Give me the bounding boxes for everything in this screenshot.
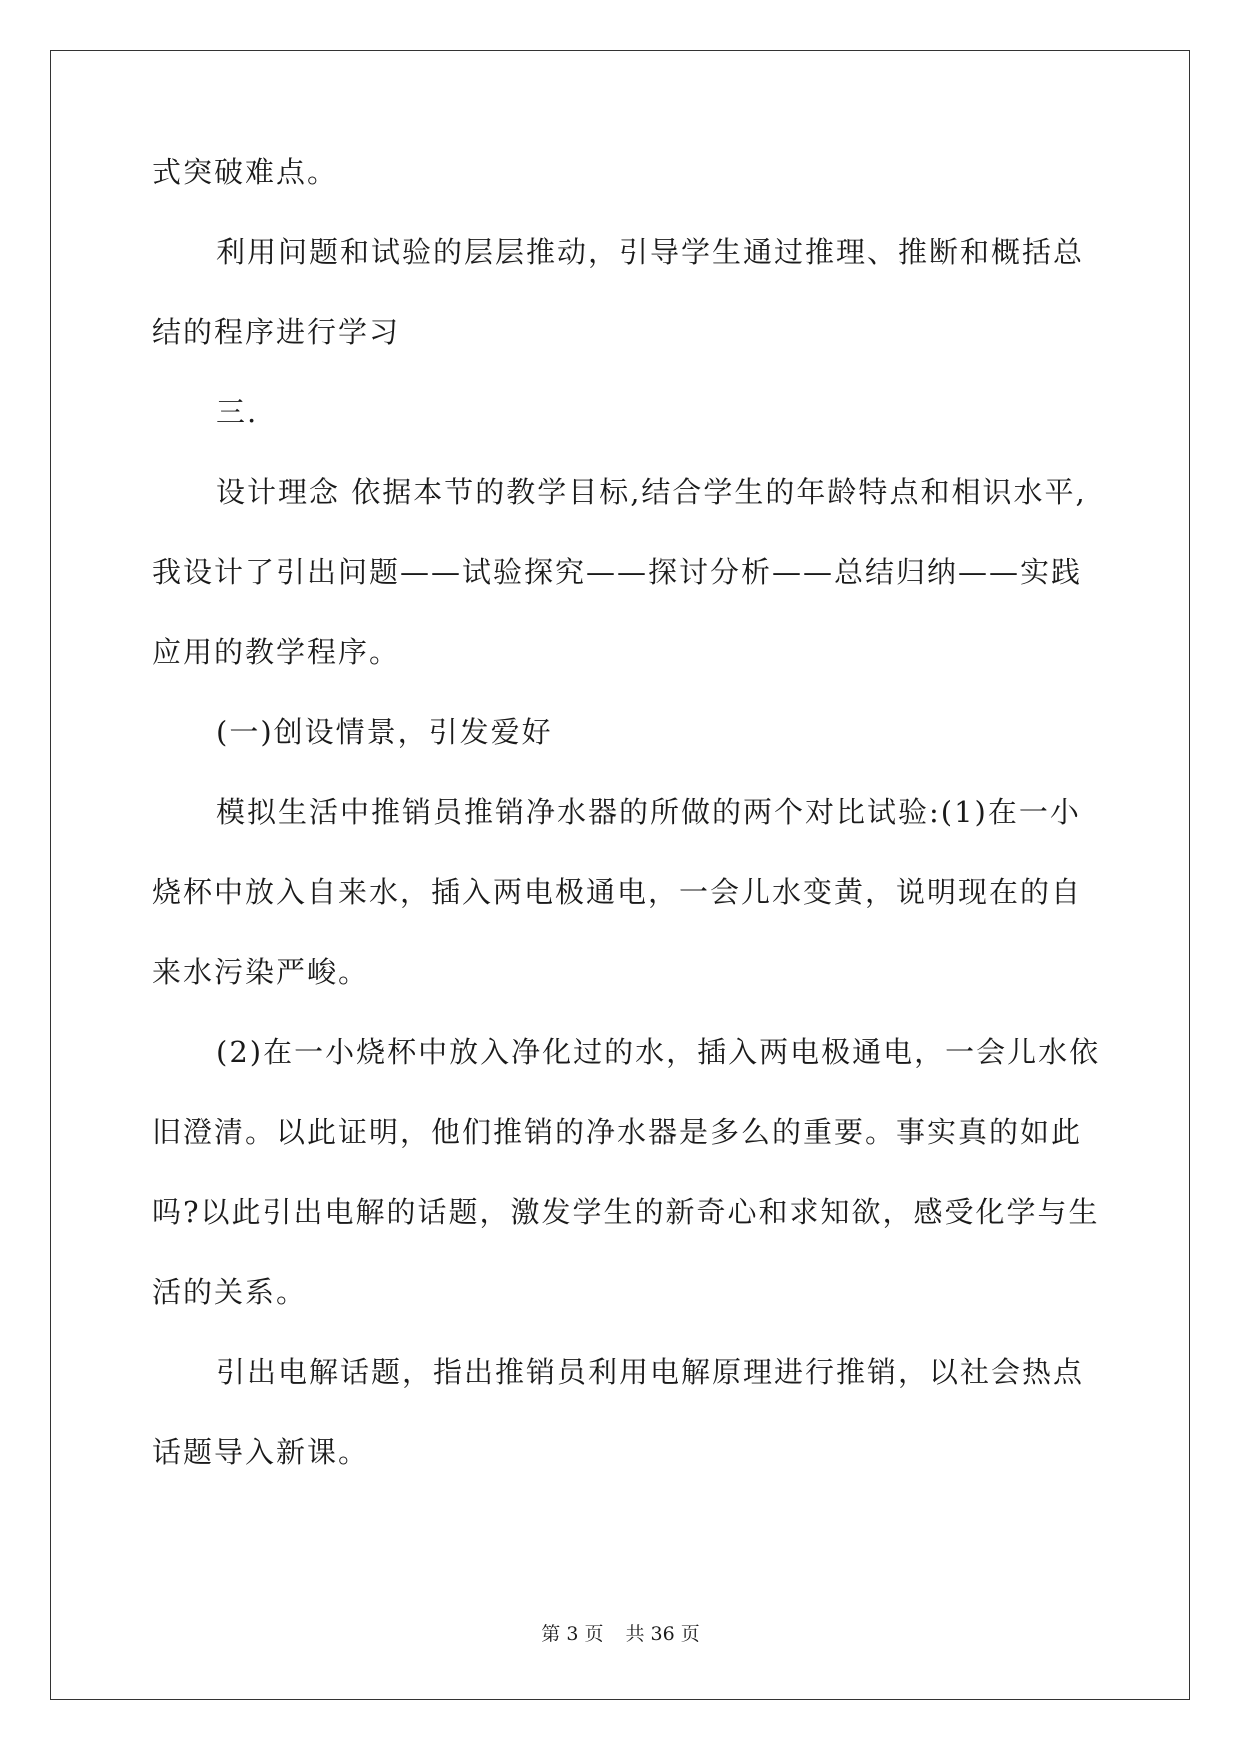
page-number: 第 3 页 [541, 1623, 604, 1645]
paragraph-line: 利用问题和试验的层层推动，引导学生通过推理、推断和概括总 [216, 235, 1085, 269]
subsection-heading: (一)创设情景，引发爱好 [216, 715, 553, 749]
text-line: 活的关系。 [152, 1275, 308, 1309]
paragraph-line: 引出电解话题，指出推销员利用电解原理进行推销，以社会热点 [216, 1355, 1085, 1389]
text-line: 式突破难点。 [152, 155, 339, 189]
text-line: 吗?以此引出电解的话题，激发学生的新奇心和求知欲，感受化学与生 [152, 1195, 1100, 1229]
page-footer [0, 1622, 1241, 1646]
section-heading: 三. [216, 395, 259, 429]
text-line: 结的程序进行学习 [152, 315, 401, 349]
text-line: 我设计了引出问题——试验探究——探讨分析——总结归纳——实践 [152, 555, 1083, 589]
paragraph-line: 设计理念 依据本节的教学目标,结合学生的年龄特点和相识水平, [216, 475, 1087, 509]
text-line: 话题导入新课。 [152, 1435, 370, 1469]
page-total: 共 36 页 [625, 1623, 700, 1645]
text-line: 来水污染严峻。 [152, 955, 370, 989]
text-line: 应用的教学程序。 [152, 635, 401, 669]
text-line: 烧杯中放入自来水，插入两电极通电，一会儿水变黄，说明现在的自 [152, 875, 1083, 909]
paragraph-line: (2)在一小烧杯中放入净化过的水，插入两电极通电，一会儿水依 [216, 1035, 1101, 1069]
paragraph-line: 模拟生活中推销员推销净水器的所做的两个对比试验:(1)在一小 [216, 795, 1081, 829]
text-line: 旧澄清。以此证明，他们推销的净水器是多么的重要。事实真的如此 [152, 1115, 1083, 1149]
